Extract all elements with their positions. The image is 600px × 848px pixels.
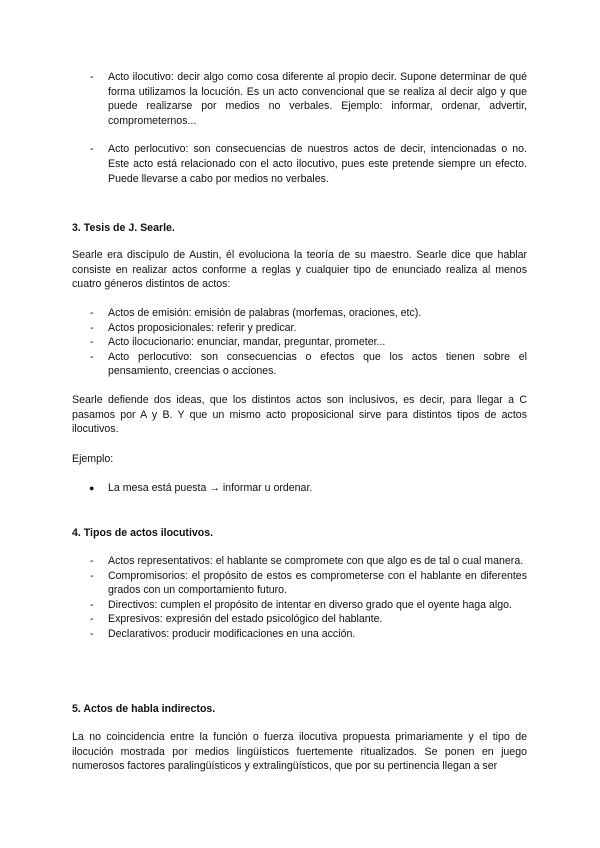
list-item [72,569,527,598]
list-item [72,598,527,613]
dash-marker: - [90,321,94,334]
dash-marker: - [90,336,94,349]
list-item [72,481,527,496]
list-item [72,70,527,128]
dash-marker: - [90,350,94,363]
list-item [72,306,527,321]
list-item-text: Acto ilocutivo: decir algo como cosa diferente al propio decir. Supone determinar de qué forma utilizamos la locución. Es un acto convencional que se realiza al decir algo y que puede realizarse por medios no verbales. Ejemplo: informar, ordenar, advertir, comprometernos... [108,71,527,127]
list-item-text: Expresivos: expresión del estado psicológico del hablante. [108,613,383,626]
list-item [72,350,527,379]
dash-marker: - [90,613,94,626]
example-label: Ejemplo: [72,453,114,465]
dash-marker: - [90,307,94,319]
dash-marker: - [90,555,94,567]
example-list [72,481,527,496]
section-3-list [72,306,527,379]
list-item-text: Acto perlocutivo: son consecuencias de nuestros actos de decir, intencionadas o no. Este acto está relacionado con el acto ilocutivo, pues este pretende siempre un efecto. Puede llevarse a cabo por medios no verbales. [108,143,527,185]
section-3-heading: 3. Tesis de J. Searle. [72,222,175,234]
dash-marker: - [90,627,94,640]
section-4-list [72,554,527,642]
list-item [72,627,527,642]
bullet-marker: ● [89,483,95,493]
dash-marker: - [90,569,94,582]
list-item-text: Acto perlocutivo: son consecuencias o efectos que los actos tienen sobre el pensamiento, creencias o acciones. [108,350,527,378]
list-item-text: Directivos: cumplen el propósito de intentar en diverso grado que el oyente haga algo. [108,598,512,611]
list-item-text: Actos proposicionales: referir y predicar. [108,321,297,334]
section-3-paragraph: Searle era discípulo de Austin, él evoluciona la teoría de su maestro. Searle dice que hablar consiste en realizar actos conforme a reglas y cualquier tipo de enunciado realiza al menos cuatro géneros distintos de actos: [72,249,527,291]
section-5-heading: 5. Actos de habla indirectos. [72,703,216,715]
list-item-text: Actos representativos: el hablante se compromete con que algo es de tal o cual manera. [108,555,524,567]
list-item-text: Compromisorios: el propósito de estos es comprometerse con el hablante en diferentes grados con un comportamiento futuro. [108,569,527,597]
dash-marker: - [90,71,94,83]
list-item [72,612,527,627]
list-item-text: La mesa está puesta → informar u ordenar. [108,482,313,494]
dash-marker: - [90,598,94,611]
intro-list [72,70,527,186]
section-4-heading: 4. Tipos de actos ilocutivos. [72,527,214,539]
section-5-paragraph: La no coincidencia entre la función o fuerza ilocutiva propuesta primariamente y el tipo de ilocución mostrada por medios lingüísticos fuertemente ritualizados. Se ponen en juego numerosos factores paralingüísticos y extralingüísticos, que por su pertinencia llegan a ser [72,731,527,773]
section-3-paragraph-2: Searle defiende dos ideas, que los distintos actos son inclusivos, es decir, para llegar a C pasamos por A y B. Y que un mismo acto proposicional sirve para distintos tipos de actos ilocutivos. [72,394,527,436]
list-item-text: Actos de emisión: emisión de palabras (morfemas, oraciones, etc). [108,307,422,319]
list-item [72,142,527,186]
list-item [72,335,527,350]
dash-marker: - [90,143,94,156]
list-item [72,321,527,336]
list-item [72,554,527,569]
list-item-text: Acto ilocucionario: enunciar, mandar, preguntar, prometer... [108,336,386,349]
list-item-text: Declarativos: producir modificaciones en una acción. [108,627,356,640]
